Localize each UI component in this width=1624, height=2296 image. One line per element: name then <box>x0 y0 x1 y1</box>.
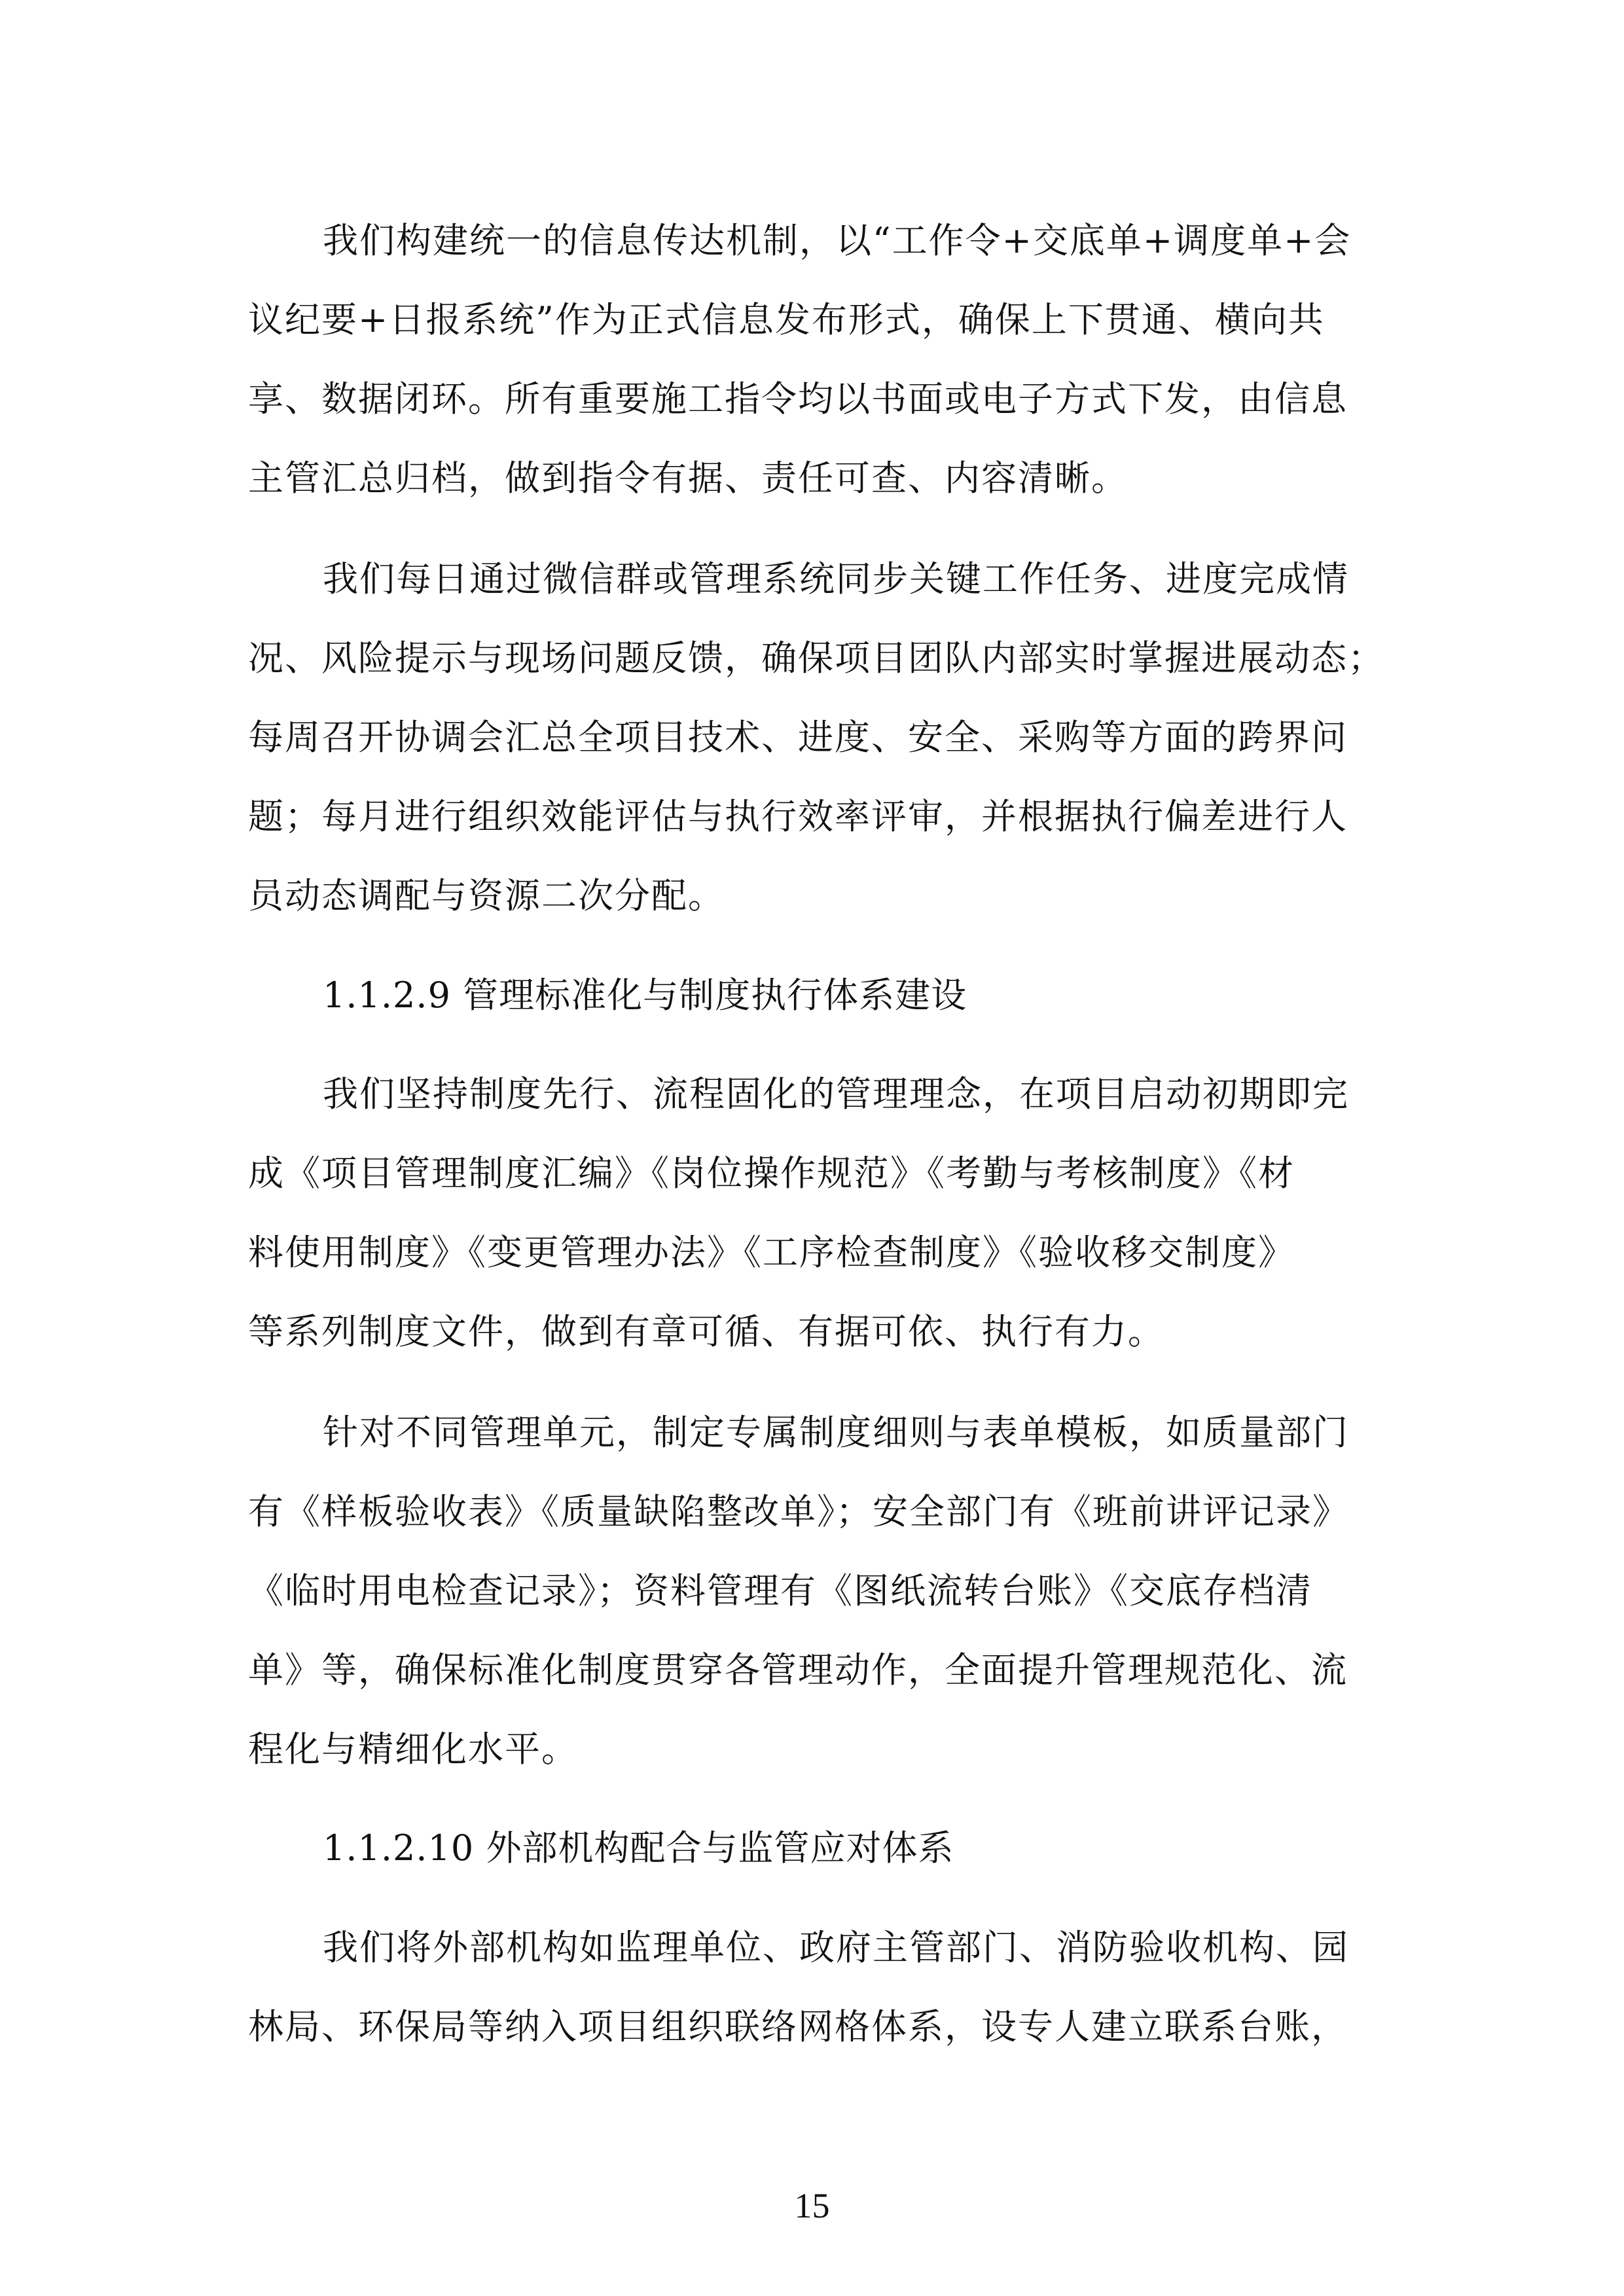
paragraph-line: 有《样板验收表》《质量缺陷整改单》；安全部门有《班前讲评记录》 <box>248 1491 1349 1532</box>
paragraph-line: 享、数据闭环。所有重要施工指令均以书面或电子方式下发，由信息 <box>248 378 1348 420</box>
section-heading: 1.1.2.10 外部机构配合与监管应对体系 <box>323 1827 954 1869</box>
section-heading: 1.1.2.9 管理标准化与制度执行体系建设 <box>323 975 967 1016</box>
paragraph-line: 林局、环保局等纳入项目组织联络网格体系，设专人建立联系台账， <box>248 2006 1348 2047</box>
paragraph-line: 每周召开协调会汇总全项目技术、进度、安全、采购等方面的跨界问 <box>248 717 1348 758</box>
paragraph-line: 《临时用电检查记录》；资料管理有《图纸流转台账》《交底存档清 <box>248 1570 1312 1611</box>
paragraph-line: 成《项目管理制度汇编》《岗位操作规范》《考勤与考核制度》《材 <box>248 1153 1295 1194</box>
paragraph-line: 我们坚持制度先行、流程固化的管理理念，在项目启动初期即完 <box>323 1073 1349 1115</box>
paragraph-line: 等系列制度文件，做到有章可循、有据可依、执行有力。 <box>248 1311 1164 1352</box>
paragraph-line: 我们每日通过微信群或管理系统同步关键工作任务、进度完成情 <box>323 558 1349 600</box>
paragraph-line: 我们构建统一的信息传达机制，以“工作令+交底单+调度单+会 <box>323 220 1352 261</box>
paragraph-line: 料使用制度》《变更管理办法》《工序检查制度》《验收移交制度》 <box>248 1232 1295 1273</box>
paragraph-line: 我们将外部机构如监理单位、政府主管部门、消防验收机构、园 <box>323 1927 1349 1968</box>
paragraph-line: 针对不同管理单元，制定专属制度细则与表单模板，如质量部门 <box>323 1412 1349 1453</box>
paragraph-line: 单》等，确保标准化制度贯穿各管理动作，全面提升管理规范化、流 <box>248 1649 1348 1691</box>
paragraph-line: 议纪要+日报系统”作为正式信息发布形式，确保上下贯通、横向共 <box>248 299 1325 340</box>
paragraph-line: 主管汇总归档，做到指令有据、责任可查、内容清晰。 <box>248 457 1128 499</box>
paragraph-line: 程化与精细化水平。 <box>248 1729 578 1770</box>
paragraph-line: 况、风险提示与现场问题反馈，确保项目团队内部实时掌握进展动态； <box>248 637 1384 679</box>
paragraph-line: 员动态调配与资源二次分配。 <box>248 875 725 916</box>
paragraph-line: 题；每月进行组织效能评估与执行效率评审，并根据执行偏差进行人 <box>248 796 1348 837</box>
page-number: 15 <box>794 2186 830 2225</box>
